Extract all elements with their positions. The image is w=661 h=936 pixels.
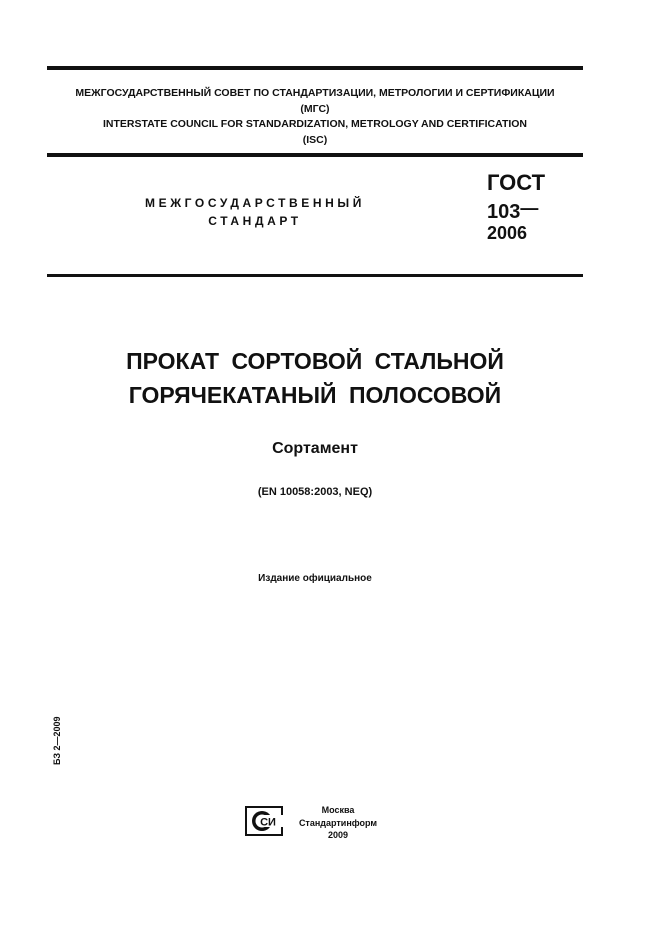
title-line2: ГОРЯЧЕКАТАНЫЙ ПОЛОСОВОЙ [128,382,502,408]
council-header [47,86,583,148]
standartinform-logo-icon [245,806,283,836]
gost-number-row [487,199,545,224]
standard-label-line2: СТАНДАРТ [208,214,302,228]
gost-dash: — [520,198,539,218]
side-note: БЗ 2—2009 [52,716,62,765]
logo-text: СИ [260,816,276,829]
council-ru-line2: (МГС) [300,102,330,115]
gost-designation [487,172,545,242]
document-subtitle: Сортамент [272,440,358,457]
mid-rule [47,274,583,277]
gost-number: 103 [487,201,521,223]
standard-reference: (EN 10058:2003, NEQ) [257,486,373,498]
header-rule [47,153,583,157]
gost-code: ГОСТ [487,170,546,195]
standard-label-line1: МЕЖГОСУДАРСТВЕННЫЙ [145,196,365,210]
top-rule [47,66,583,70]
title-line1: ПРОКАТ СОРТОВОЙ СТАЛЬНОЙ [126,348,504,374]
publisher-block [288,804,388,842]
publisher-year: 2009 [327,830,349,840]
council-en-line2: (ISC) [302,133,328,146]
publisher-city: Москва [321,805,355,815]
publisher-name: Стандартинформ [298,817,378,828]
council-ru-line1: МЕЖГОСУДАРСТВЕННЫЙ СОВЕТ ПО СТАНДАРТИЗАЦИИ, МЕТРОЛОГИИ И СЕРТИФИКАЦИИ [75,87,555,99]
council-en-line1: INTERSTATE COUNCIL FOR STANDARDIZATION, METROLOGY AND CERTIFICATION [102,118,528,130]
gost-year: 2006 [487,223,528,243]
edition-note: Издание официальное [258,573,372,584]
document-title [60,344,570,412]
standard-label [110,194,400,230]
